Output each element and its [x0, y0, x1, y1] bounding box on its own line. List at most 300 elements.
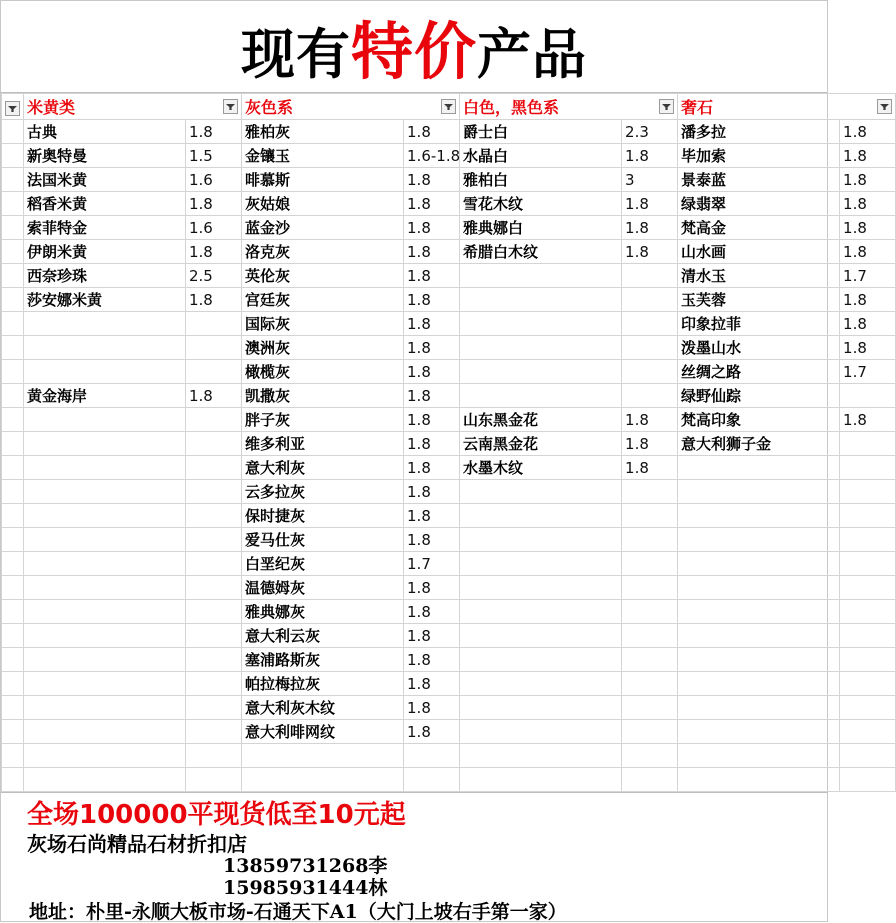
cell-name-4: 景泰蓝 — [678, 168, 840, 192]
cell-name-1 — [24, 408, 186, 432]
table-row — [2, 672, 896, 696]
cell-price-1 — [186, 744, 242, 768]
row-number-cell — [2, 600, 24, 624]
cell-price-2: 1.8 — [404, 528, 460, 552]
row-number-cell — [2, 528, 24, 552]
cell-price-2: 1.8 — [404, 216, 460, 240]
cell-price-4 — [840, 528, 896, 552]
cell-price-1 — [186, 600, 242, 624]
cell-price-1 — [186, 360, 242, 384]
cell-name-3 — [460, 600, 622, 624]
cell-price-1: 1.8 — [186, 384, 242, 408]
cell-name-3 — [460, 264, 622, 288]
cell-name-1 — [24, 456, 186, 480]
cell-name-4 — [678, 504, 840, 528]
cell-name-1 — [24, 696, 186, 720]
cell-price-3 — [622, 648, 678, 672]
cell-price-4: 1.7 — [840, 360, 896, 384]
cell-name-3: 云南黑金花 — [460, 432, 622, 456]
cell-price-3 — [622, 696, 678, 720]
row-number-cell — [2, 432, 24, 456]
cell-name-4 — [678, 552, 840, 576]
cell-name-2: 啡慕斯 — [242, 168, 404, 192]
cell-name-2: 爱马仕灰 — [242, 528, 404, 552]
cell-name-2: 雅典娜灰 — [242, 600, 404, 624]
cell-price-4 — [840, 648, 896, 672]
cell-price-1 — [186, 768, 242, 792]
cell-price-4 — [840, 384, 896, 408]
cell-price-3 — [622, 744, 678, 768]
table-row — [2, 528, 896, 552]
cell-name-4: 潘多拉 — [678, 120, 840, 144]
cell-price-3 — [622, 672, 678, 696]
row-number-cell — [2, 696, 24, 720]
cell-price-4 — [840, 720, 896, 744]
cell-price-3: 1.8 — [622, 216, 678, 240]
title-highlight: 特价 — [350, 15, 477, 88]
table-row — [2, 312, 896, 336]
cell-name-1: 西奈珍珠 — [24, 264, 186, 288]
cell-price-1 — [186, 648, 242, 672]
cell-name-1 — [24, 552, 186, 576]
cell-name-1 — [24, 768, 186, 792]
cell-price-3 — [622, 576, 678, 600]
cell-price-3: 1.8 — [622, 192, 678, 216]
cell-name-4 — [678, 624, 840, 648]
cell-price-2: 1.8 — [404, 480, 460, 504]
cell-price-1 — [186, 576, 242, 600]
phone-2: 15985931444林 — [223, 876, 388, 899]
row-number-cell — [2, 360, 24, 384]
cell-price-1: 1.6 — [186, 168, 242, 192]
table-row — [2, 552, 896, 576]
row-number-cell — [2, 144, 24, 168]
cell-price-2: 1.8 — [404, 672, 460, 696]
cell-price-4: 1.8 — [840, 192, 896, 216]
cell-name-3 — [460, 336, 622, 360]
table-row — [2, 408, 896, 432]
cell-price-2: 1.8 — [404, 720, 460, 744]
cell-name-2: 凯撒灰 — [242, 384, 404, 408]
cell-price-2: 1.6-1.8 — [404, 144, 460, 168]
table-row — [2, 360, 896, 384]
row-number-cell — [2, 240, 24, 264]
phone-1: 13859731268李 — [223, 854, 388, 877]
cell-price-2: 1.8 — [404, 648, 460, 672]
cell-name-3: 山东黑金花 — [460, 408, 622, 432]
table-row — [2, 648, 896, 672]
cell-price-3 — [622, 264, 678, 288]
cell-price-1 — [186, 408, 242, 432]
row-number-cell — [2, 312, 24, 336]
cell-name-2: 英伦灰 — [242, 264, 404, 288]
cell-price-1: 1.8 — [186, 288, 242, 312]
cell-price-4: 1.8 — [840, 336, 896, 360]
cell-name-2: 帕拉梅拉灰 — [242, 672, 404, 696]
table-row — [2, 720, 896, 744]
title-suffix: 产品 — [477, 22, 587, 86]
cell-name-3: 水墨木纹 — [460, 456, 622, 480]
cell-name-2: 保时捷灰 — [242, 504, 404, 528]
cell-price-4 — [840, 552, 896, 576]
cell-price-3: 1.8 — [622, 240, 678, 264]
cell-name-2: 胖子灰 — [242, 408, 404, 432]
cell-name-1: 古典 — [24, 120, 186, 144]
table-row — [2, 144, 896, 168]
cell-price-4 — [840, 576, 896, 600]
cell-name-2 — [242, 744, 404, 768]
cell-name-3 — [460, 624, 622, 648]
cell-price-2: 1.7 — [404, 552, 460, 576]
cell-price-4: 1.8 — [840, 408, 896, 432]
row-number-cell — [2, 768, 24, 792]
cell-price-4 — [840, 744, 896, 768]
cell-price-3 — [622, 624, 678, 648]
row-number-cell — [2, 384, 24, 408]
cell-name-4 — [678, 528, 840, 552]
cell-name-3 — [460, 696, 622, 720]
table-row — [2, 240, 896, 264]
cell-price-3: 1.8 — [622, 432, 678, 456]
cell-price-3 — [622, 360, 678, 384]
cell-name-4: 绿野仙踪 — [678, 384, 840, 408]
cell-name-3 — [460, 720, 622, 744]
cell-price-3 — [622, 384, 678, 408]
row-number-cell — [2, 744, 24, 768]
filter-dropdown-icon[interactable] — [441, 99, 456, 114]
row-number-cell — [2, 192, 24, 216]
cell-price-1: 1.6 — [186, 216, 242, 240]
cell-price-4 — [840, 600, 896, 624]
cell-name-2: 洛克灰 — [242, 240, 404, 264]
filter-dropdown-icon[interactable] — [223, 99, 238, 114]
cell-name-2: 宫廷灰 — [242, 288, 404, 312]
cell-name-4: 玉芙蓉 — [678, 288, 840, 312]
table-row — [2, 336, 896, 360]
cell-name-1: 黄金海岸 — [24, 384, 186, 408]
row-number-cell — [2, 216, 24, 240]
cell-price-1 — [186, 480, 242, 504]
row-number-cell — [2, 168, 24, 192]
cell-name-1 — [24, 624, 186, 648]
cell-price-2: 1.8 — [404, 408, 460, 432]
cell-name-1 — [24, 648, 186, 672]
row-number-cell — [2, 576, 24, 600]
cell-price-2: 1.8 — [404, 624, 460, 648]
cell-name-2: 塞浦路斯灰 — [242, 648, 404, 672]
cell-price-3 — [622, 600, 678, 624]
cell-name-2: 温德姆灰 — [242, 576, 404, 600]
column-header-2 — [242, 94, 460, 120]
cell-name-1 — [24, 744, 186, 768]
table-row — [2, 576, 896, 600]
cell-price-3: 1.8 — [622, 408, 678, 432]
table-row — [2, 264, 896, 288]
cell-name-1 — [24, 360, 186, 384]
cell-name-1 — [24, 504, 186, 528]
cell-name-2: 澳洲灰 — [242, 336, 404, 360]
cell-name-4: 山水画 — [678, 240, 840, 264]
cell-price-4 — [840, 480, 896, 504]
row-number-cell — [2, 120, 24, 144]
table-header-row — [2, 94, 896, 120]
cell-price-1 — [186, 672, 242, 696]
cell-name-4: 泼墨山水 — [678, 336, 840, 360]
cell-name-3 — [460, 744, 622, 768]
cell-price-4 — [840, 624, 896, 648]
cell-name-4 — [678, 744, 840, 768]
cell-name-2: 云多拉灰 — [242, 480, 404, 504]
cell-name-3: 雪花木纹 — [460, 192, 622, 216]
cell-price-3: 3 — [622, 168, 678, 192]
cell-name-4 — [678, 480, 840, 504]
cell-price-3 — [622, 288, 678, 312]
cell-name-2 — [242, 768, 404, 792]
cell-name-1 — [24, 720, 186, 744]
table-row — [2, 432, 896, 456]
row-number-cell — [2, 408, 24, 432]
cell-name-2: 意大利啡网纹 — [242, 720, 404, 744]
row-number-cell — [2, 480, 24, 504]
cell-price-4: 1.8 — [840, 144, 896, 168]
cell-price-4: 1.8 — [840, 288, 896, 312]
cell-price-4: 1.7 — [840, 264, 896, 288]
row-number-cell — [2, 336, 24, 360]
cell-price-1 — [186, 696, 242, 720]
cell-price-4 — [840, 696, 896, 720]
cell-price-2: 1.8 — [404, 696, 460, 720]
cell-price-3 — [622, 552, 678, 576]
cell-price-2: 1.8 — [404, 360, 460, 384]
column-header-4-label: 奢石 — [681, 98, 714, 117]
cell-price-2: 1.8 — [404, 168, 460, 192]
cell-price-4 — [840, 456, 896, 480]
store-name: 灰场石尚精品石材折扣店 — [27, 831, 247, 856]
cell-price-2: 1.8 — [404, 240, 460, 264]
cell-price-3 — [622, 720, 678, 744]
cell-price-2: 1.8 — [404, 600, 460, 624]
cell-price-4: 1.8 — [840, 120, 896, 144]
cell-name-3 — [460, 768, 622, 792]
table-row — [2, 600, 896, 624]
cell-price-4: 1.8 — [840, 216, 896, 240]
cell-name-1: 莎安娜米黄 — [24, 288, 186, 312]
table-row — [2, 624, 896, 648]
cell-price-3 — [622, 768, 678, 792]
column-header-3 — [460, 94, 678, 120]
cell-price-3 — [622, 312, 678, 336]
cell-name-1: 稻香米黄 — [24, 192, 186, 216]
row-number-cell — [2, 456, 24, 480]
cell-name-4 — [678, 576, 840, 600]
filter-dropdown-icon[interactable] — [877, 99, 892, 114]
cell-name-1 — [24, 336, 186, 360]
cell-price-3 — [622, 480, 678, 504]
price-table — [1, 93, 896, 792]
table-row — [2, 120, 896, 144]
cell-name-3: 水晶白 — [460, 144, 622, 168]
cell-name-1: 伊朗米黄 — [24, 240, 186, 264]
cell-price-1 — [186, 504, 242, 528]
cell-price-4: 1.8 — [840, 168, 896, 192]
cell-name-4 — [678, 456, 840, 480]
cell-price-1 — [186, 456, 242, 480]
cell-price-2 — [404, 744, 460, 768]
cell-name-4: 印象拉菲 — [678, 312, 840, 336]
cell-name-4: 毕加索 — [678, 144, 840, 168]
cell-price-1: 1.8 — [186, 192, 242, 216]
cell-price-1: 1.8 — [186, 240, 242, 264]
cell-name-4 — [678, 768, 840, 792]
cell-price-2 — [404, 768, 460, 792]
cell-name-2: 蓝金沙 — [242, 216, 404, 240]
cell-price-2: 1.8 — [404, 312, 460, 336]
cell-name-4 — [678, 648, 840, 672]
cell-name-3: 爵士白 — [460, 120, 622, 144]
cell-name-2: 意大利灰木纹 — [242, 696, 404, 720]
cell-price-2: 1.8 — [404, 432, 460, 456]
table-row — [2, 384, 896, 408]
cell-name-2: 灰姑娘 — [242, 192, 404, 216]
filter-dropdown-icon[interactable] — [5, 101, 20, 116]
cell-name-1 — [24, 600, 186, 624]
table-row — [2, 696, 896, 720]
row-filter-button-cell[interactable] — [2, 94, 24, 120]
cell-name-3 — [460, 288, 622, 312]
table-row — [2, 504, 896, 528]
cell-name-3: 雅柏白 — [460, 168, 622, 192]
table-row — [2, 288, 896, 312]
cell-price-2: 1.8 — [404, 288, 460, 312]
cell-name-2: 金镶玉 — [242, 144, 404, 168]
title-text — [241, 2, 587, 91]
cell-name-4: 意大利狮子金 — [678, 432, 840, 456]
cell-name-1: 索菲特金 — [24, 216, 186, 240]
cell-name-3 — [460, 552, 622, 576]
cell-name-4 — [678, 696, 840, 720]
table-row — [2, 480, 896, 504]
cell-price-4: 1.8 — [840, 312, 896, 336]
cell-price-2: 1.8 — [404, 384, 460, 408]
cell-price-4 — [840, 504, 896, 528]
cell-price-4: 1.8 — [840, 240, 896, 264]
cell-name-4: 绿翡翠 — [678, 192, 840, 216]
cell-name-4: 清水玉 — [678, 264, 840, 288]
cell-name-3 — [460, 384, 622, 408]
cell-price-1 — [186, 336, 242, 360]
cell-name-2: 维多利亚 — [242, 432, 404, 456]
cell-name-3 — [460, 360, 622, 384]
cell-name-1: 新奥特曼 — [24, 144, 186, 168]
page-title — [1, 1, 827, 93]
cell-price-2: 1.8 — [404, 264, 460, 288]
cell-price-1 — [186, 552, 242, 576]
cell-price-1 — [186, 624, 242, 648]
cell-price-1 — [186, 432, 242, 456]
cell-price-2: 1.8 — [404, 504, 460, 528]
cell-name-4 — [678, 720, 840, 744]
cell-price-2: 1.8 — [404, 576, 460, 600]
cell-price-1: 1.8 — [186, 120, 242, 144]
cell-name-4 — [678, 672, 840, 696]
cell-name-3 — [460, 528, 622, 552]
cell-price-3 — [622, 504, 678, 528]
row-number-cell — [2, 288, 24, 312]
cell-name-3 — [460, 672, 622, 696]
cell-name-1 — [24, 480, 186, 504]
promo-text: 全场100000平现货低至10元起 — [27, 800, 406, 830]
cell-price-2: 1.8 — [404, 120, 460, 144]
cell-name-1 — [24, 432, 186, 456]
cell-price-4 — [840, 672, 896, 696]
column-header-1-label: 米黄类 — [27, 98, 76, 117]
row-number-cell — [2, 552, 24, 576]
cell-name-3 — [460, 480, 622, 504]
table-row — [2, 168, 896, 192]
cell-price-2: 1.8 — [404, 336, 460, 360]
cell-name-2: 雅柏灰 — [242, 120, 404, 144]
cell-name-1 — [24, 576, 186, 600]
cell-name-2: 意大利云灰 — [242, 624, 404, 648]
cell-name-4: 丝绸之路 — [678, 360, 840, 384]
row-number-cell — [2, 624, 24, 648]
column-header-4 — [678, 94, 896, 120]
cell-price-1: 2.5 — [186, 264, 242, 288]
cell-price-1 — [186, 720, 242, 744]
cell-price-1 — [186, 528, 242, 552]
footer-block — [1, 792, 827, 923]
table-row — [2, 744, 896, 768]
row-number-cell — [2, 648, 24, 672]
cell-name-3 — [460, 576, 622, 600]
cell-price-3: 2.3 — [622, 120, 678, 144]
cell-price-3: 1.8 — [622, 144, 678, 168]
cell-name-2: 白垩纪灰 — [242, 552, 404, 576]
table-row — [2, 192, 896, 216]
filter-dropdown-icon[interactable] — [659, 99, 674, 114]
cell-price-3: 1.8 — [622, 456, 678, 480]
cell-price-2: 1.8 — [404, 192, 460, 216]
cell-price-3 — [622, 336, 678, 360]
table-row — [2, 456, 896, 480]
cell-name-1 — [24, 528, 186, 552]
cell-price-2: 1.8 — [404, 456, 460, 480]
cell-price-1 — [186, 312, 242, 336]
cell-name-4: 梵高印象 — [678, 408, 840, 432]
cell-name-2: 国际灰 — [242, 312, 404, 336]
cell-name-3 — [460, 648, 622, 672]
address-text: 地址：朴里-永顺大板市场-石通天下A1（大门上坡右手第一家） — [29, 900, 567, 923]
cell-name-4 — [678, 600, 840, 624]
title-prefix: 现有 — [240, 22, 351, 86]
cell-price-3 — [622, 528, 678, 552]
cell-price-1: 1.5 — [186, 144, 242, 168]
table-row — [2, 768, 896, 792]
table-row — [2, 216, 896, 240]
cell-name-1 — [24, 312, 186, 336]
cell-name-1: 法国米黄 — [24, 168, 186, 192]
cell-name-3: 希腊白木纹 — [460, 240, 622, 264]
cell-name-3 — [460, 504, 622, 528]
cell-name-2: 意大利灰 — [242, 456, 404, 480]
row-number-cell — [2, 504, 24, 528]
cell-name-1 — [24, 672, 186, 696]
row-number-cell — [2, 720, 24, 744]
cell-name-2: 橄榄灰 — [242, 360, 404, 384]
cell-name-3 — [460, 312, 622, 336]
column-header-1 — [24, 94, 242, 120]
column-header-3-label: 白色，黑色系 — [463, 98, 560, 117]
